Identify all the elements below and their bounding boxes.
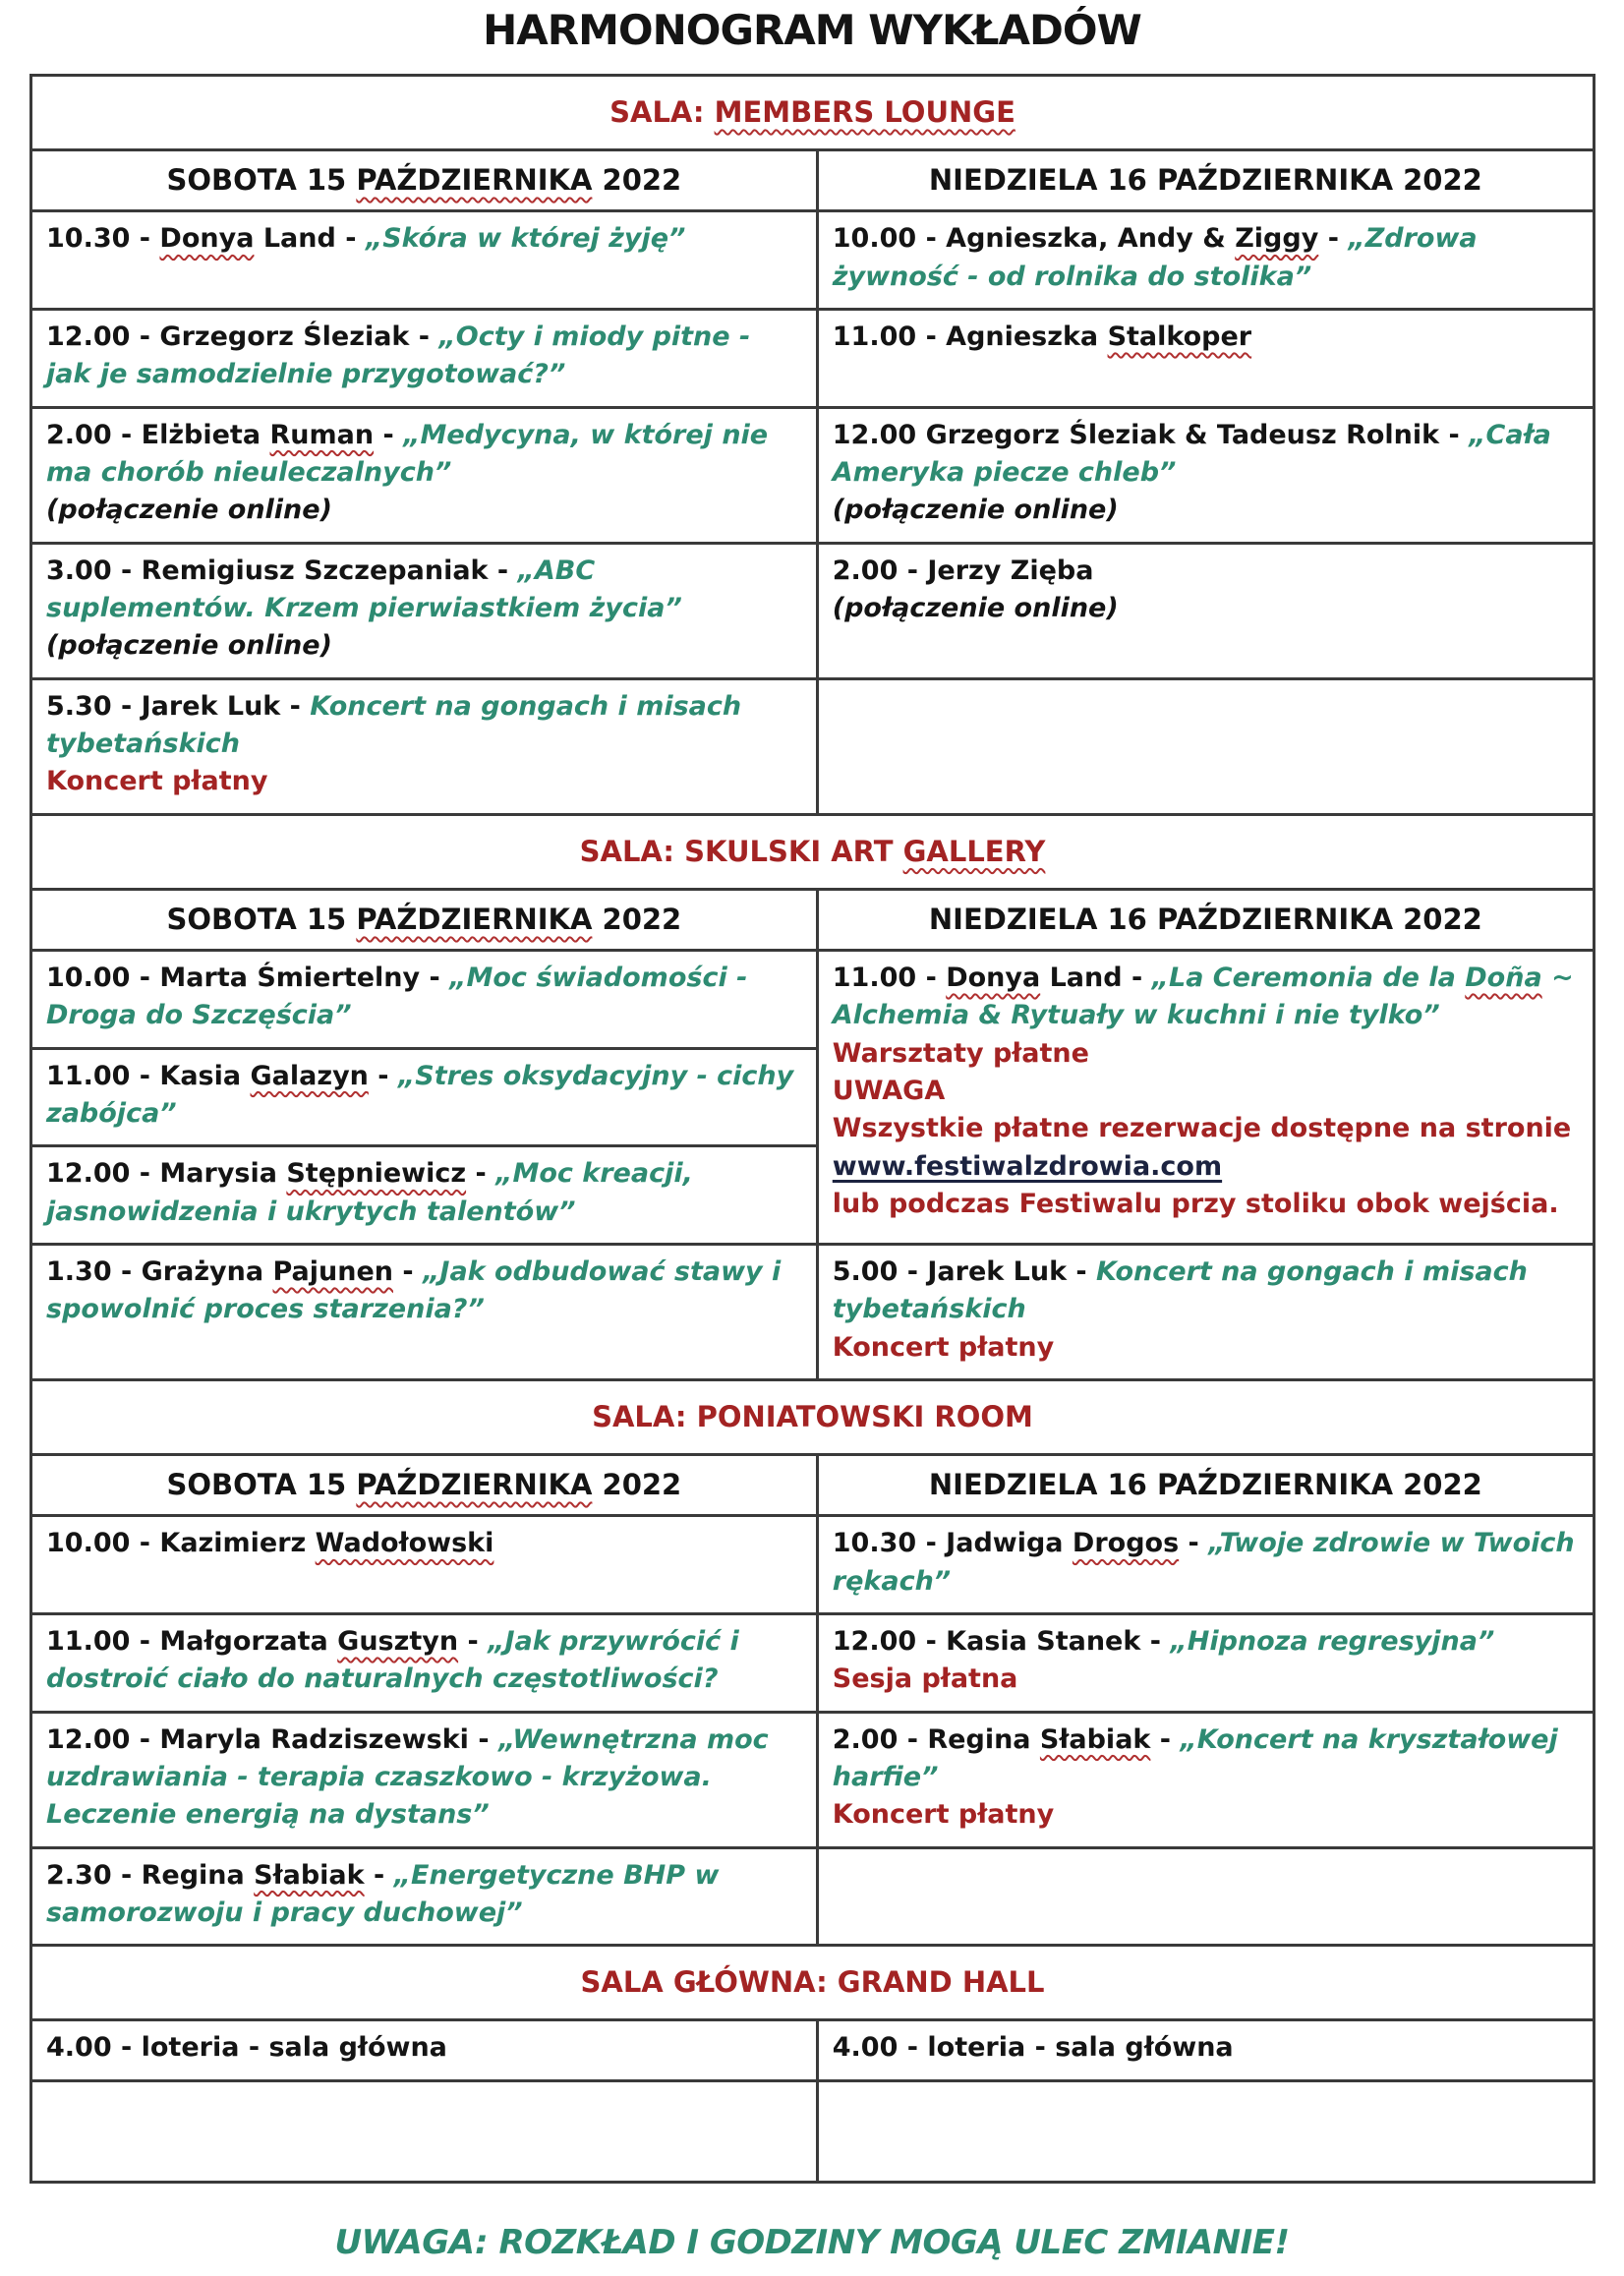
room-header [31, 814, 1595, 889]
text-segment: 10.00 - Marta Śmiertelny - [46, 962, 450, 993]
room-header-row-grand-hall [31, 1946, 1595, 2020]
schedule-cell [817, 1712, 1594, 1847]
text-segment: 11.00 - [832, 962, 947, 993]
text-segment: UWAGA [832, 1075, 946, 1106]
schedule-cell [817, 1847, 1594, 1946]
text-segment: Land - [254, 223, 366, 255]
text-segment: 10.30 - [46, 223, 160, 255]
text-segment: NIEDZIELA 16 PAŹDZIERNIKA 2022 [928, 163, 1482, 198]
day-header-saturday [31, 150, 818, 211]
text-segment: Słabiak [1039, 1723, 1151, 1755]
text-segment: - [393, 1255, 424, 1287]
text-segment: Wszystkie płatne rezerwacje dostępne na stronie [832, 1113, 1572, 1144]
text-segment: PAŹDZIERNIKA [356, 163, 593, 198]
text-segment: Stępniewicz [286, 1158, 467, 1190]
text-segment: 10.00 - Agnieszka, Andy & [832, 223, 1236, 255]
text-segment: PAŹDZIERNIKA [356, 902, 593, 936]
schedule-cell [31, 1712, 818, 1847]
text-segment: 10.00 - Kazimierz [46, 1528, 316, 1559]
text-segment: - [458, 1625, 489, 1657]
text-segment: Land - [1040, 962, 1152, 993]
text-segment: „Moc świadomości - Droga do Szczęścia” [46, 962, 757, 1031]
schedule-row [31, 211, 1595, 310]
text-segment: NIEDZIELA 16 PAŹDZIERNIKA 2022 [928, 1468, 1482, 1502]
text-segment: SALA: [609, 95, 715, 129]
schedule-cell [31, 1516, 818, 1614]
text-segment: GALLERY [902, 834, 1046, 868]
text-segment: 12.00 - Marysia [46, 1158, 287, 1190]
schedule-cell [31, 1048, 818, 1146]
text-segment: Stalkoper [1107, 321, 1252, 352]
text-segment: „Koncert na kryształowej harfie” [832, 1723, 1568, 1792]
text-segment: Gusztyn [337, 1625, 459, 1657]
text-segment: „Medycyna, w której nie ma chorób nieuleczalnych” [46, 419, 778, 488]
text-segment: Pajunen [272, 1255, 393, 1287]
day-header-row [31, 1455, 1595, 1516]
page-footer-notice: UWAGA: ROZKŁAD I GODZINY MOGĄ ULEC ZMIANIE! [334, 2222, 1290, 2262]
room-header [31, 1946, 1595, 2020]
text-segment: Koncert płatny [832, 1331, 1055, 1363]
text-segment: 2.00 - Elżbieta [46, 419, 270, 450]
text-segment: 2.00 - Regina [832, 1723, 1040, 1755]
text-segment: - [1150, 1723, 1181, 1755]
text-segment: Ruman [269, 419, 375, 450]
schedule-cell [31, 1613, 818, 1712]
text-segment: - [1318, 223, 1349, 255]
schedule-row [31, 1244, 1595, 1379]
text-segment: 12.00 - Grzegorz Śleziak - [46, 321, 439, 352]
text-segment: Warsztaty płatne [832, 1037, 1089, 1069]
text-segment: „ABC suplementów. Krzem pierwiastkiem życia” [46, 554, 682, 623]
text-segment: Galazyn [250, 1060, 369, 1091]
schedule-cell [817, 310, 1594, 408]
text-segment: „Moc kreacji, jasnowidzenia i ukrytych talentów” [46, 1158, 703, 1227]
text-segment: Słabiak [254, 1859, 365, 1891]
text-segment: „Octy i miody pitne - jak je samodzielnie przygotować?” [46, 321, 760, 390]
schedule-row [31, 2080, 1595, 2182]
schedule-row [31, 1516, 1595, 1614]
text-segment: „Skóra w której żyję” [365, 223, 686, 255]
schedule-cell [817, 1244, 1594, 1379]
text-segment: Doña [1465, 962, 1542, 993]
text-segment: MEMBERS LOUNGE [714, 95, 1015, 129]
schedule-cell [31, 2080, 818, 2182]
text-segment: „Energetyczne BHP w samorozwoju i pracy duchowej” [46, 1859, 728, 1928]
text-segment: SOBOTA 15 [166, 902, 357, 936]
text-segment: - [466, 1158, 496, 1190]
text-segment: Wadołowski [315, 1528, 494, 1559]
text-segment: 12.00 - Kasia Stanek - [832, 1625, 1171, 1657]
text-segment: ~ Alchemia & Rytuały w kuchni i nie tylko” [832, 962, 1584, 1031]
day-header-saturday [31, 1455, 818, 1516]
schedule-cell [817, 2020, 1594, 2080]
day-header-sunday [817, 1455, 1594, 1516]
schedule-cell [817, 211, 1594, 310]
schedule-cell [31, 543, 818, 678]
text-segment: PAŹDZIERNIKA [356, 1468, 593, 1502]
schedule-cell [31, 1847, 818, 1946]
text-segment: Drogos [1072, 1528, 1180, 1559]
day-header-row [31, 889, 1595, 950]
text-segment: Donya [159, 223, 255, 255]
schedule-cell [817, 1516, 1594, 1614]
text-segment: Koncert na gongach i misach tybetańskich [46, 690, 751, 759]
text-segment: 12.00 - Maryla Radziszewski - [46, 1723, 498, 1755]
schedule-cell [31, 211, 818, 310]
text-segment: - [374, 419, 404, 450]
text-segment: 2.00 - Jerzy Zięba [832, 554, 1094, 586]
schedule-cell [31, 2020, 818, 2080]
text-segment: 2022 [592, 902, 682, 936]
text-segment: „Stres oksydacyjny - cichy zabójca” [46, 1060, 803, 1129]
schedule-cell [817, 950, 1594, 1244]
schedule-cell [31, 310, 818, 408]
text-segment: (połączenie online) [46, 495, 332, 526]
schedule-cell [31, 678, 818, 814]
text-segment: Sesja płatna [832, 1663, 1018, 1695]
schedule-cell [817, 2080, 1594, 2182]
schedule-row [31, 2020, 1595, 2080]
text-segment: Ziggy [1235, 223, 1319, 255]
schedule-cell [31, 1146, 818, 1245]
text-segment: SALA: PONIATOWSKI ROOM [592, 1399, 1033, 1433]
text-segment: lub podczas Festiwalu przy stoliku obok wejścia. [832, 1188, 1559, 1219]
day-header-sunday [817, 889, 1594, 950]
room-header [31, 76, 1595, 150]
room-header [31, 1379, 1595, 1454]
schedule-row [31, 543, 1595, 678]
text-segment: „Jak przywrócić i dostroić ciało do naturalnych częstotliwości? [46, 1625, 749, 1695]
text-segment: „Hipnoza regresyjna” [1170, 1625, 1495, 1657]
schedule-row [31, 310, 1595, 408]
text-segment: „Wewnętrzna moc uzdrawiania - terapia czaszkowo - krzyżowa. Leczenie energią na dystans” [46, 1723, 779, 1831]
day-header-row [31, 150, 1595, 211]
text-segment: - [364, 1859, 394, 1891]
text-segment: SALA: SKULSKI ART [579, 834, 903, 868]
day-header-sunday [817, 150, 1594, 211]
text-segment: „Jak odbudować stawy i spowolnić proces starzenia?” [46, 1255, 790, 1325]
text-segment: 5.00 - Jarek Luk - [832, 1255, 1097, 1287]
schedule-row [31, 1712, 1595, 1847]
text-segment: 11.00 - Kasia [46, 1060, 251, 1091]
schedule-cell [817, 407, 1594, 543]
text-segment: (połączenie online) [832, 495, 1119, 526]
text-segment: SOBOTA 15 [166, 163, 357, 198]
schedule-cell [31, 950, 818, 1048]
text-segment: Donya [946, 962, 1041, 993]
text-segment: 5.30 - Jarek Luk - [46, 690, 311, 722]
schedule-cell [817, 1613, 1594, 1712]
text-segment: Koncert na gongach i misach tybetańskich [832, 1255, 1537, 1325]
text-segment: 4.00 - loteria - sala główna [46, 2032, 447, 2064]
text-segment: SOBOTA 15 [166, 1468, 357, 1502]
text-segment: - [1179, 1528, 1209, 1559]
schedule-row [31, 1847, 1595, 1946]
text-segment: 1.30 - Grażyna [46, 1255, 273, 1287]
text-segment: 2022 [592, 163, 682, 198]
room-header-row-poniatowski-room [31, 1379, 1595, 1454]
room-header-row-skulski-art-gallery [31, 814, 1595, 889]
schedule-body [31, 76, 1595, 2183]
text-segment: 11.00 - Agnieszka [832, 321, 1108, 352]
schedule-table [29, 74, 1595, 2184]
text-segment: 2022 [592, 1468, 682, 1502]
text-segment: 4.00 - loteria - sala główna [832, 2032, 1234, 2064]
schedule-cell [817, 678, 1594, 814]
day-header-saturday [31, 889, 818, 950]
schedule-cell [31, 1244, 818, 1379]
text-segment: SALA GŁÓWNA: GRAND HALL [580, 1965, 1045, 2000]
text-segment: NIEDZIELA 16 PAŹDZIERNIKA 2022 [928, 902, 1482, 936]
schedule-row [31, 407, 1595, 543]
text-segment: 12.00 Grzegorz Śleziak & Tadeusz Rolnik - [832, 419, 1470, 450]
text-segment: „La Ceremonia de la [1151, 962, 1466, 993]
schedule-row [31, 1613, 1595, 1712]
text-segment: „Twoje zdrowie w Twoich rękach” [832, 1528, 1585, 1597]
text-segment: Koncert płatny [46, 766, 268, 797]
text-segment: (połączenie online) [46, 630, 332, 662]
schedule-row [31, 678, 1595, 814]
text-segment: 11.00 - Małgorzata [46, 1625, 338, 1657]
text-segment: Koncert płatny [832, 1799, 1055, 1831]
text-segment: - [368, 1060, 398, 1091]
schedule-row [31, 950, 1595, 1048]
room-header-row-members-lounge [31, 76, 1595, 150]
text-segment: (połączenie online) [832, 592, 1119, 623]
text-segment: 2.30 - Regina [46, 1859, 255, 1891]
text-segment: „Cała Ameryka piecze chleb” [832, 419, 1561, 488]
text-segment: 10.30 - Jadwiga [832, 1528, 1073, 1559]
schedule-cell [31, 407, 818, 543]
page-title: HARMONOGRAM WYKŁADÓW [483, 6, 1141, 54]
website-link[interactable]: www.festiwalzdrowia.com [832, 1150, 1223, 1182]
text-segment: 3.00 - Remigiusz Szczepaniak - [46, 554, 518, 586]
text-segment: „Zdrowa żywność - od rolnika do stolika” [832, 223, 1487, 292]
schedule-cell [817, 543, 1594, 678]
